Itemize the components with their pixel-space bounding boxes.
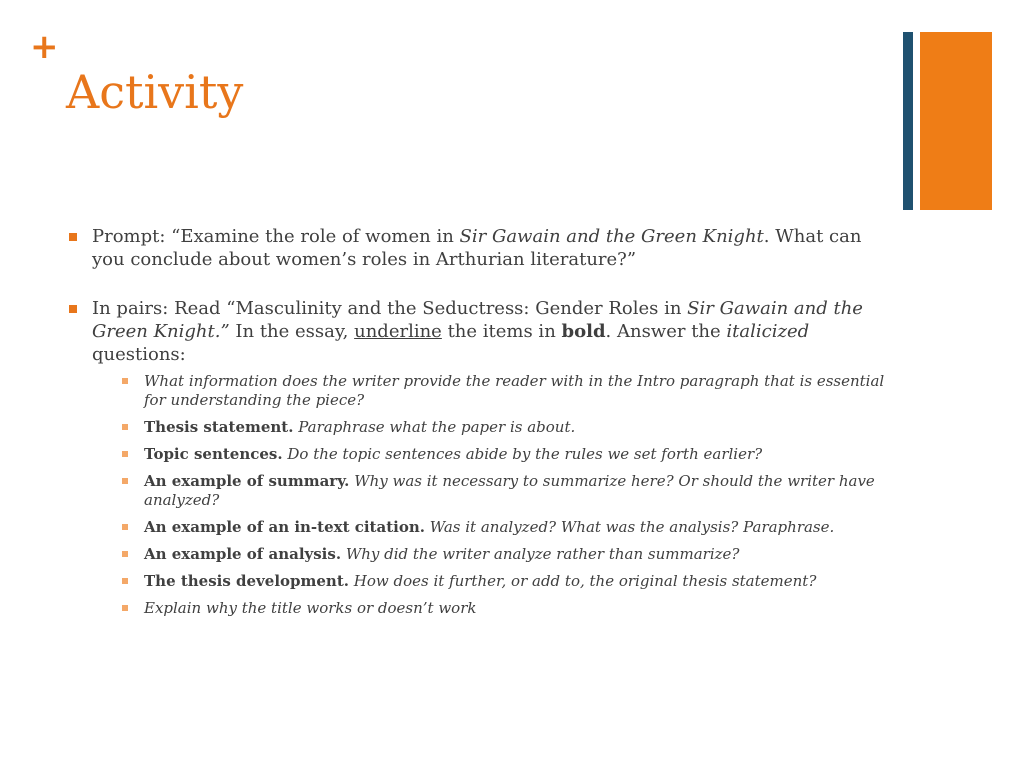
pairs-bold-word: bold <box>561 321 606 342</box>
pairs-underline-word: underline <box>354 321 442 342</box>
sub-bullet-bold: An example of an in-text citation. <box>144 518 425 536</box>
bullet-pairs <box>66 297 896 618</box>
sub-bullet-item <box>118 518 896 537</box>
sub-bullet-list <box>92 372 896 618</box>
small-square-bullet-icon <box>122 551 128 557</box>
pairs-italic-word: italicized <box>726 321 810 342</box>
pairs-text-5: the items in <box>441 321 562 342</box>
sub-bullet-bold: Thesis statement. <box>144 418 294 436</box>
small-square-bullet-icon <box>122 478 128 484</box>
prompt-text-pre: Prompt: “Examine the role of women in <box>92 226 460 247</box>
small-square-bullet-icon <box>122 378 128 384</box>
sub-bullet-italic: Do the topic sentences abide by the rules we set forth earlier? <box>282 445 763 463</box>
sub-bullet-bold: The thesis development. <box>144 572 349 590</box>
sub-bullet-italic: How does it further, or add to, the original thesis statement? <box>348 572 817 590</box>
sub-bullet-item <box>118 418 896 437</box>
sub-bullet-item <box>118 545 896 564</box>
pairs-book-title: Sir Gawain and the Green Knight.” <box>92 298 863 342</box>
slide-title: Activity <box>66 65 244 119</box>
sub-bullet-bold: An example of summary. <box>144 472 350 490</box>
pairs-text-1: In pairs: Read “Masculinity and the Seductress: Gender Roles in <box>92 298 688 319</box>
prompt-text-post: . What can you conclude about women’s roles in Arthurian literature?” <box>92 226 862 270</box>
sub-bullet-item <box>118 445 896 464</box>
small-square-bullet-icon <box>122 605 128 611</box>
sub-bullet-bold: An example of analysis. <box>144 545 342 563</box>
sub-bullet-item <box>118 472 896 510</box>
prompt-book-title: Sir Gawain and the Green Knight <box>459 226 764 247</box>
sub-bullet-item <box>118 372 896 410</box>
sub-bullet-italic: Why was it necessary to summarize here? Or should the writer have analyzed? <box>144 472 875 509</box>
square-bullet-icon <box>69 305 77 313</box>
plus-icon: + <box>30 27 59 67</box>
decorative-bar-blue <box>903 32 913 210</box>
sub-bullet-bold: Topic sentences. <box>144 445 283 463</box>
pairs-text-9: questions: <box>92 344 186 365</box>
square-bullet-icon <box>69 233 77 241</box>
sub-bullet-item <box>118 572 896 591</box>
sub-bullet-italic: What information does the writer provide the reader with in the Intro paragraph that is essential for understanding the piece? <box>144 372 885 409</box>
small-square-bullet-icon <box>122 424 128 430</box>
small-square-bullet-icon <box>122 578 128 584</box>
small-square-bullet-icon <box>122 451 128 457</box>
small-square-bullet-icon <box>122 524 128 530</box>
slide-content <box>66 225 896 618</box>
decorative-bar-orange <box>920 32 992 210</box>
sub-bullet-item <box>118 599 896 618</box>
sub-bullet-italic: Was it analyzed? What was the analysis? Paraphrase. <box>424 518 835 536</box>
sub-bullet-italic: Paraphrase what the paper is about. <box>293 418 576 436</box>
pairs-text-3: In the essay, <box>229 321 355 342</box>
sub-bullet-italic: Explain why the title works or doesn’t work <box>144 599 477 617</box>
sub-bullet-italic: Why did the writer analyze rather than summarize? <box>341 545 740 563</box>
bullet-prompt <box>66 225 896 271</box>
pairs-text-7: . Answer the <box>605 321 727 342</box>
